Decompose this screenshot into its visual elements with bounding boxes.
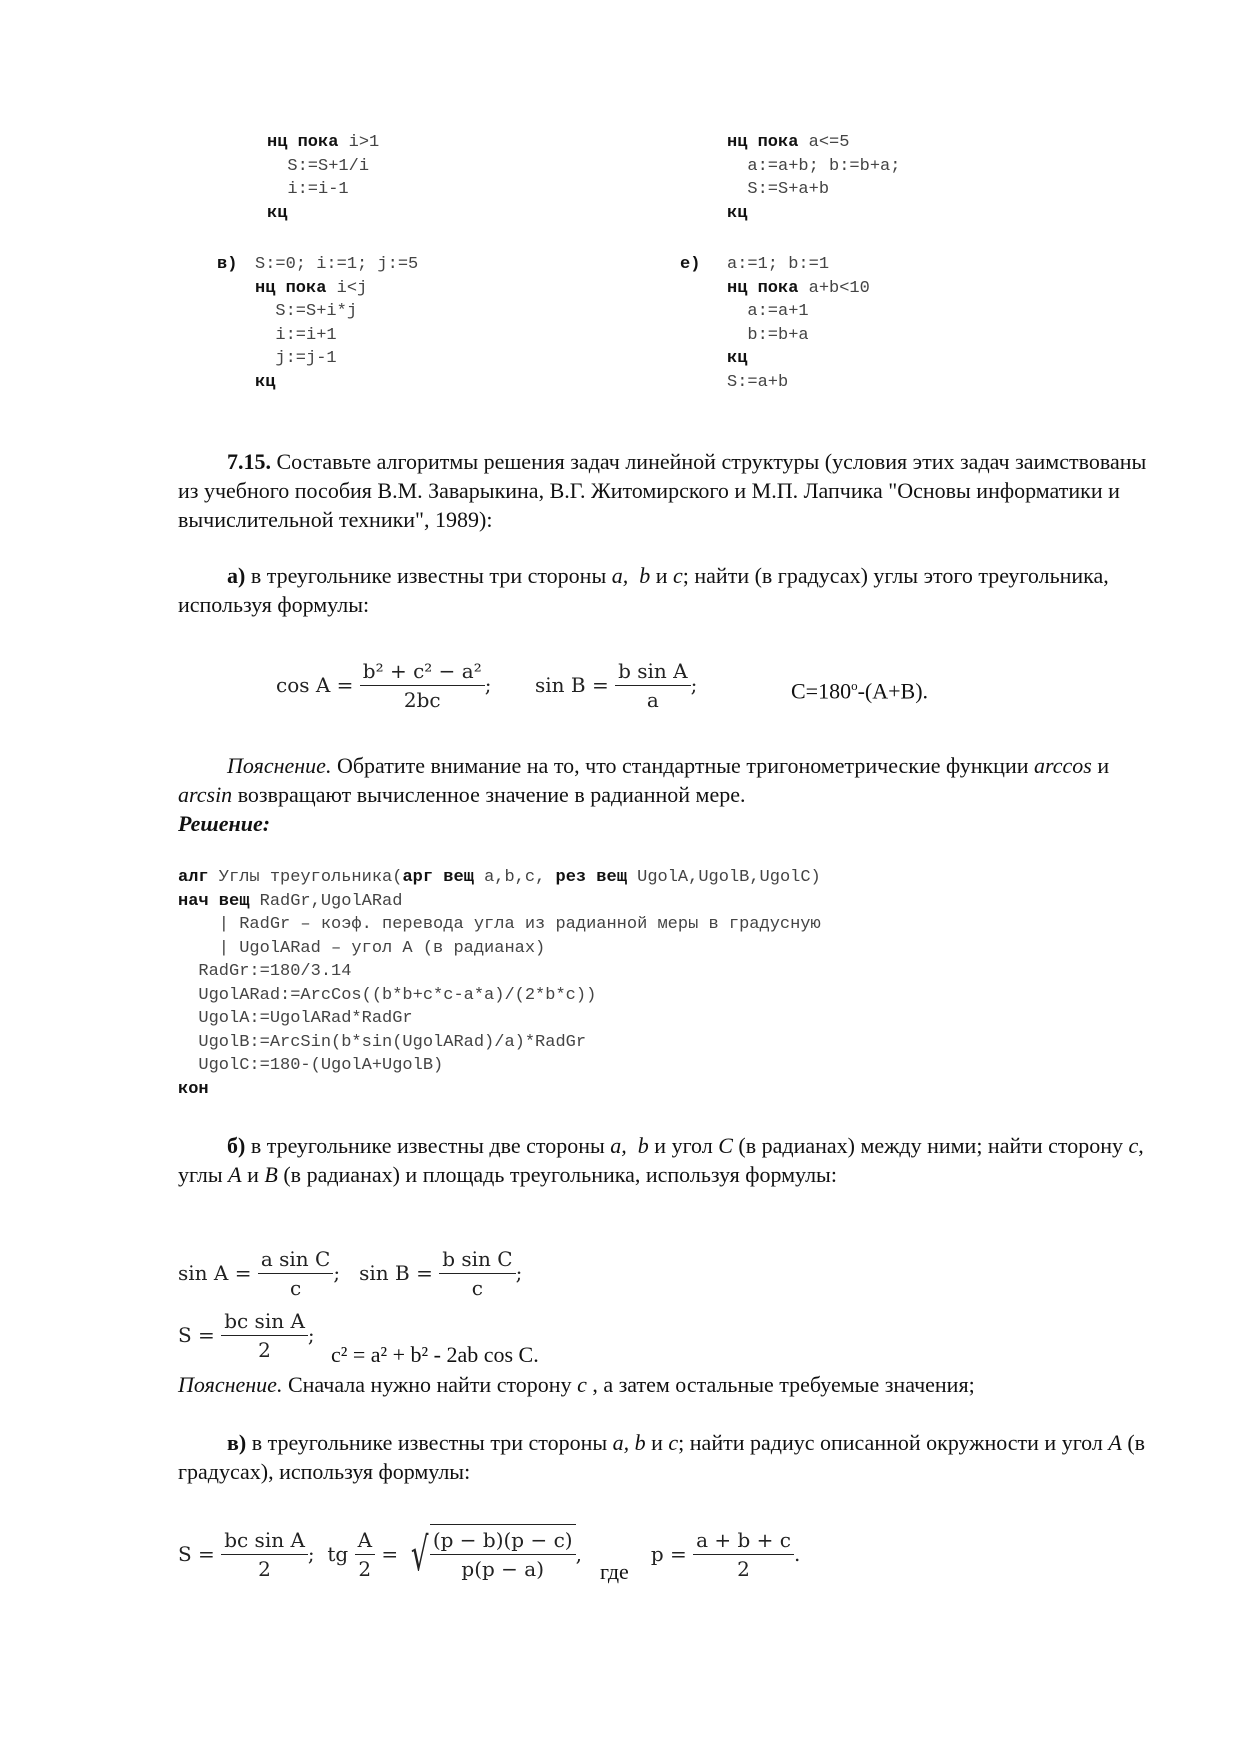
code-line: a:=a+1 [727, 302, 809, 321]
code-line: j:=j-1 [255, 349, 337, 368]
part-a-paragraph: а) в треугольнике известны три стороны a, b и c; найти (в градусах) углы этого треугольника, используя формулы: [178, 563, 1109, 617]
code-e [727, 253, 870, 394]
code-line: S:=S+1/i [267, 156, 370, 176]
code-line: нц пока a+b<10 [727, 278, 870, 298]
part-v-paragraph: в) в треугольнике известны три стороны a, b и c; найти радиус описанной окружности и угол A (в градусах), используя формулы: [178, 1430, 1146, 1484]
fraction: $\frac{A}{2}$ [355, 1528, 375, 1581]
explain-a-paragraph: Пояснение. Обратите внимание на то, что стандартные тригонометрические функции arccos и arcsin возвращают вычисленное значение в радианной мере. [178, 753, 1110, 807]
fraction: $\frac{(p - b)(p - c)}{p(p - a)}$ [430, 1528, 576, 1581]
part-b-label: б) [227, 1133, 246, 1158]
part-a-label: а) [227, 563, 246, 588]
code-line: i:=i-1 [267, 180, 349, 199]
square-root: √ $\frac{(p - b)(p - c)}{p(p - a)}$ [405, 1524, 576, 1584]
fraction: $\frac{\text{b sin C}}{c}$ [439, 1247, 515, 1300]
fraction: $\frac{\text{a sin C}}{c}$ [258, 1247, 333, 1300]
explain-a-label: Пояснение. [227, 753, 332, 778]
formula-c-angle: $C=180^o-(A+B)$. [791, 678, 929, 704]
part-b-paragraph: б) в треугольнике известны две стороны a, b и угол C (в радианах) между ними; найти сторону c, углы A и B (в радианах) и площадь треугольника, используя формулы: [178, 1133, 1144, 1187]
task-paragraph [178, 447, 1153, 534]
code-line: кц [255, 372, 276, 392]
code-line: RadGr:=180/3.14 [178, 962, 352, 981]
code-line: a:=1; b:=1 [727, 255, 830, 274]
code-line: S:=S+i*j [255, 302, 358, 321]
part-v-label: в) [227, 1430, 247, 1455]
code-line: нач вещ RadGr,UgolARad [178, 891, 403, 911]
formula-cosine-law: c² = a² + b² - 2ab cos C. [331, 1342, 539, 1367]
code-line: кц [727, 349, 748, 368]
code-line: a:=a+b; b:=b+a; [727, 156, 901, 176]
code-v [255, 253, 418, 394]
code-line: S:=0; i:=1; j:=5 [255, 255, 419, 274]
code-line: кон [178, 1079, 209, 1099]
formula-sin-a-b: sin A = $\frac{\text{a sin C}}{c}$ ; sin B = $\frac{\text{b sin C}}{c}$ ; [178, 1246, 523, 1300]
code-line: UgolARad:=ArcCos((b*b+c*c-a*a)/(2*b*c)) [178, 985, 597, 1005]
solution-label: Решение: [178, 811, 271, 836]
code-line: | RadGr – коэф. перевода угла из радианной меры в градусную [178, 915, 821, 934]
fraction: $\frac{\text{b sin A}}{a}$ [615, 659, 691, 712]
formula-sin-b: sin B = $\frac{\text{b sin A}}{a}$ ; [535, 658, 698, 712]
code-line: кц [727, 203, 748, 223]
fraction: $\frac{\text{b² + c² − a²}}{2bc}$ [360, 659, 485, 712]
code-line: S:=S+a+b [727, 180, 830, 199]
code-line: нц пока a<=5 [727, 133, 850, 152]
fraction: $\frac{\text{bc sin A}}{2}$ [221, 1528, 308, 1581]
code-line: нц пока i<j [255, 278, 368, 298]
task-text: Составьте алгоритмы решения задач линейной структуры (условия этих задач заимствованы из учебного пособия В.М. Заварыкина, В.Г. Житомирского и М.П. Лапчика "Основы информатики и вычислительной техники", 1989): [178, 449, 1147, 532]
code-line: кц [267, 203, 288, 223]
code-line: S:=a+b [727, 372, 789, 392]
fraction: $\frac{a + b + c}{2}$ [693, 1528, 794, 1581]
code-line: UgolC:=180-(UgolA+UgolB) [178, 1056, 444, 1075]
code-solution [178, 866, 821, 1101]
code-line: i:=i+1 [255, 325, 337, 345]
code-top-left [267, 131, 379, 225]
formula-v: S = $\frac{\text{bc sin A}}{2}$ ; tg $\frac{A}{2}$ = √ $\frac{(p - b)(p - c)}{p(p - a)}$ , где p = $\frac{a + b + c}{2}$ . [178, 1518, 800, 1590]
label-e: е) [680, 255, 701, 274]
code-line: нц пока i>1 [267, 133, 380, 152]
code-line: алг Углы треугольника(арг вещ a,b,c, рез вещ UgolA,UgolB,UgolC) [178, 868, 821, 887]
explain-b-label: Пояснение. [178, 1372, 283, 1397]
code-line: b:=b+a [727, 325, 809, 345]
explain-b-paragraph: Пояснение. Сначала нужно найти сторону c , а затем остальные требуемые значения; [178, 1372, 975, 1397]
label-v: в) [217, 255, 238, 274]
code-line: | UgolARad – угол A (в радианах) [178, 938, 546, 958]
task-number: 7.15. [227, 449, 271, 474]
code-line: UgolB:=ArcSin(b*sin(UgolARad)/a)*RadGr [178, 1032, 587, 1052]
code-top-right [727, 131, 900, 225]
code-line: UgolA:=UgolARad*RadGr [178, 1009, 413, 1028]
formula-cos-a: cos A = $\frac{\text{b² + c² − a²}}{2bc}$ ; [276, 658, 492, 712]
fraction: $\frac{\text{bc sin A}}{2}$ [221, 1309, 308, 1362]
formula-area: S = $\frac{\text{bc sin A}}{2}$ ; [178, 1308, 315, 1362]
